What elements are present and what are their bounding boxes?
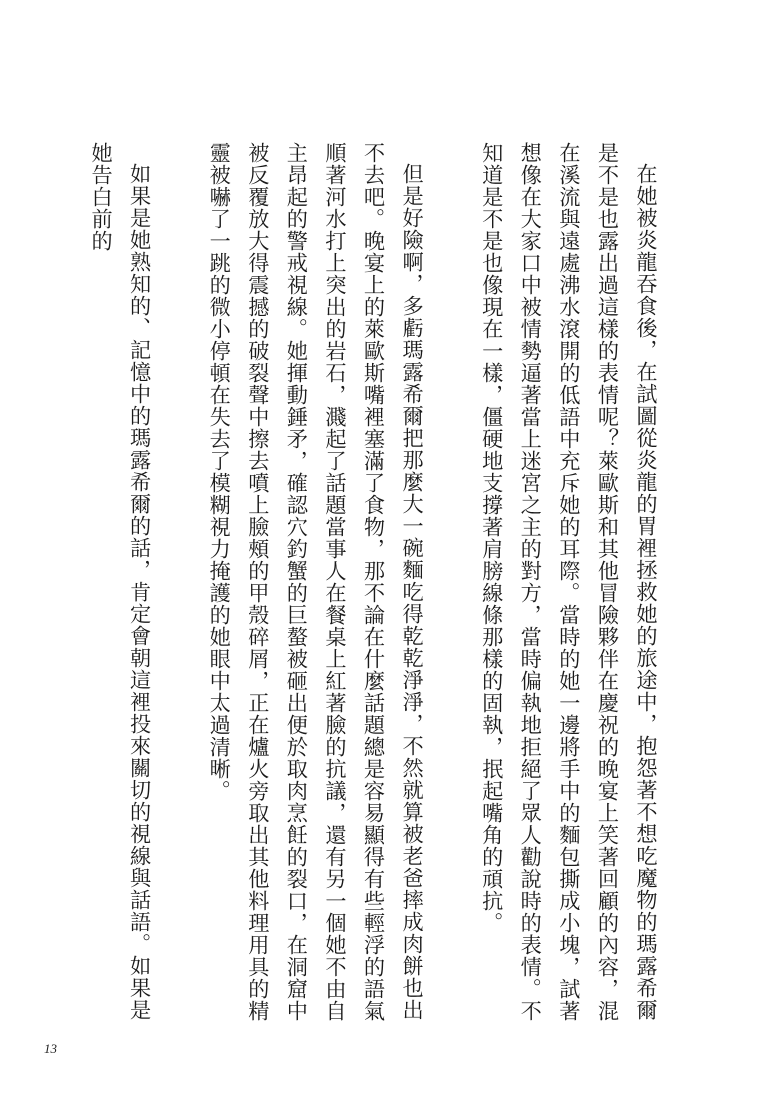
paragraph-3: 如果是她熟知的、記憶中的瑪露希爾的話，肯定會朝這裡投來關切的視線與話語。如果是她告白前的	[89, 142, 153, 1022]
vertical-text-body	[81, 142, 665, 1042]
paragraph-2: 但是好險啊，多虧瑪露希爾把那麼大一碗麵吃得乾乾淨淨，不然就算被老爸摔成肉餅也出不去吧。晚宴上的萊歐斯嘴裡塞滿了食物，那不論在什麼話題總是容易顯得有些輕浮的語氣順著河水打上突出的岩石，濺起了話題當事人在餐桌上紅著臉的抗議，還有另一個她不由自主昂起的警戒視線。她揮動錘矛，確認穴釣蟹的巨螯被砸出便於取肉烹飪的裂口，在洞窟中被反覆放大得震撼的破裂聲中擦去噴上臉頰的甲殼碎屑，正在爐火旁取出其他料理用具的精靈被嚇了一跳的微小停頓在失去了模糊視力掩護的她眼中太過清晰。	[207, 142, 426, 1022]
paragraph-1: 在她被炎龍吞食後，在試圖從炎龍的胃裡拯救她的旅途中，抱怨著不想吃魔物的瑪露希爾是不是也露出過這樣的表情呢？萊歐斯和其他冒險夥伴在慶祝的晚宴上笑著回顧的內容，混在溪流與遠處沸水滾開的低語中充斥她的耳際。當時的她一邊將手中的麵包撕成小塊，試著想像在大家口中被情勢逼著當上迷宮之主的對方，當時偏執地拒絕了眾人勸說時的表情。不知道是不是也像現在一樣，僵硬地支撐著肩膀線條那樣的固執，抿起嘴角的頑抗。	[479, 142, 659, 1022]
page-number: 13	[44, 1041, 57, 1056]
